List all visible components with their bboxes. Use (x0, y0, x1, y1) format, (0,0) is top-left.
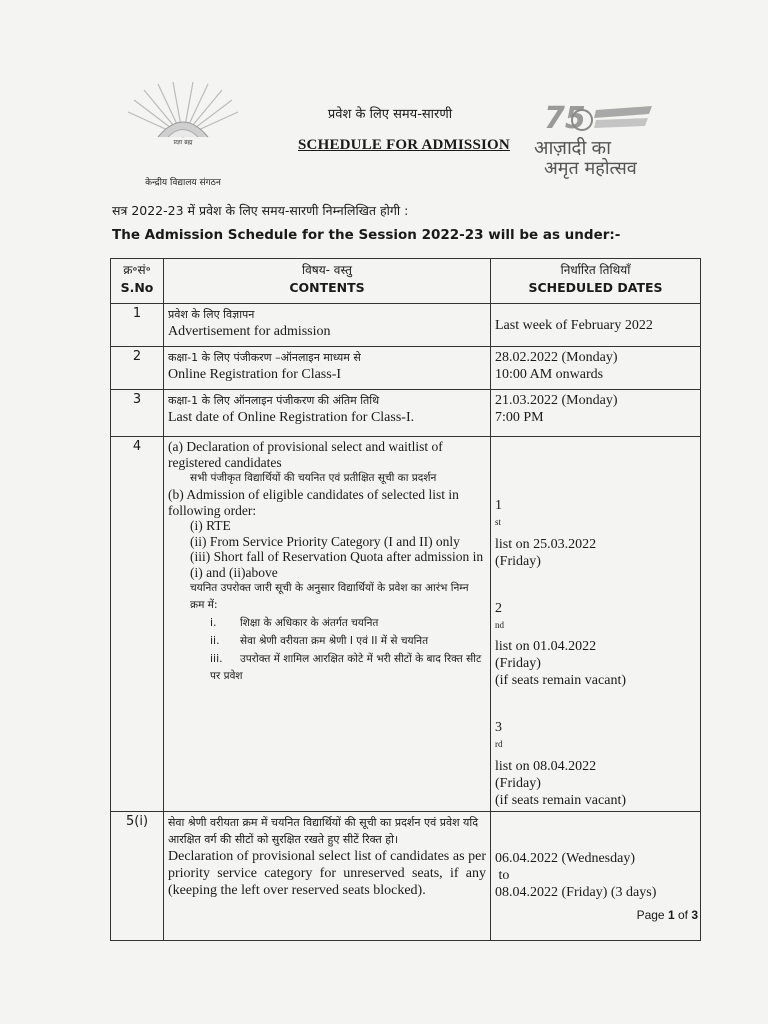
weekday: (Friday) (495, 775, 541, 791)
third-list-date (495, 689, 696, 809)
hindi-order-text: शिक्षा के अधिकार के अंतर्गत चयनित (240, 617, 379, 629)
ordinal-suffix: rd (495, 739, 503, 750)
first-list-line (495, 497, 696, 553)
content-english: Advertisement for admission (168, 324, 331, 339)
roman-numeral: iii. (210, 652, 223, 665)
header-sno (111, 259, 164, 304)
page-title-hindi: प्रवेश के लिए समय-सारणी (327, 107, 453, 122)
date-to-label: to (495, 868, 510, 884)
table-row (111, 437, 701, 812)
page-current: 1 (667, 908, 675, 922)
item-b-i: (i) RTE (190, 518, 231, 533)
azadi-text-line1: आज़ादी का (534, 137, 611, 159)
header-dates (491, 259, 701, 304)
header-contents-english: CONTENTS (289, 280, 365, 295)
svg-text:75: 75 (544, 101, 586, 136)
page-number (637, 908, 698, 922)
ordinal-number: 2 (495, 600, 502, 616)
ordinal-suffix: nd (495, 619, 504, 630)
header-sno-hindi: क्र॰सं॰ (123, 263, 151, 277)
item-b-iii: (iii) Short fall of Reservation Quota after admission in (i) and (ii)above (190, 549, 484, 580)
hindi-order-intro: चयनित उपरोक्त जारी सूची के अनुसार विद्यार्थियों के प्रवेश का आरंभ निम्न क्रम में: (190, 582, 469, 611)
hindi-order-item-3 (168, 650, 486, 685)
hindi-order-text: सेवा श्रेणी वरीयता क्रम श्रेणी I एवं II में से चयनित (240, 635, 429, 647)
hindi-order-text: उपरोक्त में शामिल आरक्षित कोटे में भरी सीटों के बाद रिक्त सीट पर प्रवेश (210, 653, 482, 682)
vacancy-note: (if seats remain vacant) (495, 673, 626, 689)
page-total: 3 (691, 908, 698, 922)
header-dates-hindi: निर्धारित तिथियाँ (560, 263, 631, 277)
content-hindi: कक्षा-1 के लिए ऑनलाइन पंजीकरण की अंतिम तिथि (168, 394, 380, 407)
date-line: 28.02.2022 (Monday) (495, 350, 618, 365)
second-list-date (495, 570, 696, 690)
table-row (111, 304, 701, 347)
row-content (164, 390, 491, 437)
time-line: 10:00 AM onwards (495, 367, 604, 382)
content-hindi: कक्षा-1 के लिए पंजीकरण –ऑनलाइन माध्यम से (168, 351, 361, 364)
admission-schedule-table (110, 258, 701, 941)
roman-numeral: i. (210, 616, 217, 629)
header-sno-english: S.No (120, 280, 154, 295)
list-date-text: list on 25.03.2022 (495, 536, 597, 552)
item-a-hindi: सभी पंजीकृत विद्यार्थियों की चयनित एवं प्रतीक्षित सूची का प्रदर्शन (190, 472, 437, 484)
content-english: Online Registration for Class-I (168, 367, 342, 382)
row-date: Last week of February 2022 (491, 304, 701, 347)
table-row (111, 811, 701, 940)
row-content (164, 304, 491, 347)
first-list-date (495, 439, 696, 570)
content-english: Declaration of provisional select list of candidates as per priority service category for unreserved seats, if any (keeping the left over reserved seats blocked). (168, 848, 486, 898)
table-header-row (111, 259, 701, 304)
date-line: 21.03.2022 (Monday) (495, 393, 618, 408)
page-prefix: Page (636, 908, 668, 922)
azadi-logo (534, 96, 659, 186)
table-row (111, 390, 701, 437)
row-content (164, 437, 491, 812)
ordinal-number: 1 (495, 498, 502, 513)
logo-motto: प्रज्ञा ब्रह्म (173, 139, 193, 146)
row-number: 5(i) (111, 811, 164, 940)
time-line: 7:00 PM (495, 410, 544, 425)
page-of: of (674, 908, 692, 922)
weekday: (Friday) (495, 656, 541, 672)
row-date (491, 347, 701, 390)
item-b-english: (b) Admission of eligible candidates of selected list in following order: (168, 487, 459, 518)
page-title: SCHEDULE FOR ADMISSION (298, 137, 510, 153)
vacancy-note: (if seats remain vacant) (495, 792, 626, 808)
azadi-text-line2: अमृत महोत्सव (544, 158, 637, 179)
content-english: Last date of Online Registration for Class-I. (168, 410, 415, 425)
row-date (491, 390, 701, 437)
content-hindi: प्रवेश के लिए विज्ञापन (168, 308, 255, 321)
header-contents-hindi: विषय- वस्तु (301, 263, 352, 277)
row-date (491, 437, 701, 812)
item-a-english: (a) Declaration of provisional select and waitlist of registered candidates (168, 439, 443, 470)
logo-org-name: केन्द्रीय विद्यालय संगठन (145, 178, 221, 188)
row-content (164, 811, 491, 940)
intro-hindi: सत्र 2022-23 में प्रवेश के लिए समय-सारणी निम्नलिखित होगी : (112, 203, 409, 218)
header-contents (164, 259, 491, 304)
hindi-order-item-1 (168, 614, 486, 632)
kvs-logo (118, 82, 248, 192)
table-row (111, 347, 701, 390)
third-list-line (495, 719, 696, 775)
hindi-order-item-2 (168, 632, 486, 650)
row-content (164, 347, 491, 390)
list-date-text: list on 08.04.2022 (495, 758, 597, 774)
second-list-line (495, 600, 696, 656)
weekday: (Friday) (495, 553, 541, 569)
row-number: 2 (111, 347, 164, 390)
date-from: 06.04.2022 (Wednesday) (495, 851, 636, 867)
intro-english: The Admission Schedule for the Session 2022-23 will be as under:- (112, 227, 621, 243)
item-b-ii: (ii) From Service Priority Category (I and II) only (190, 533, 460, 549)
roman-numeral: ii. (210, 634, 220, 647)
date-until: 08.04.2022 (Friday) (3 days) (495, 885, 657, 901)
row-number: 3 (111, 390, 164, 437)
ordinal-number: 3 (495, 720, 502, 736)
content-hindi: सेवा श्रेणी वरीयता क्रम में चयनित विद्यार्थियों की सूची का प्रदर्शन एवं प्रवेश यदि आरक्षित वर्ग की सीटों को सुरक्षित रखते हुए सीटें रिक्त हो। (168, 815, 479, 846)
row-number: 4 (111, 437, 164, 812)
ordinal-suffix: st (495, 517, 502, 527)
list-date-text: list on 01.04.2022 (495, 639, 597, 655)
sun-emblem-icon (118, 82, 248, 142)
row-number: 1 (111, 304, 164, 347)
header-dates-english: SCHEDULED DATES (528, 280, 663, 295)
